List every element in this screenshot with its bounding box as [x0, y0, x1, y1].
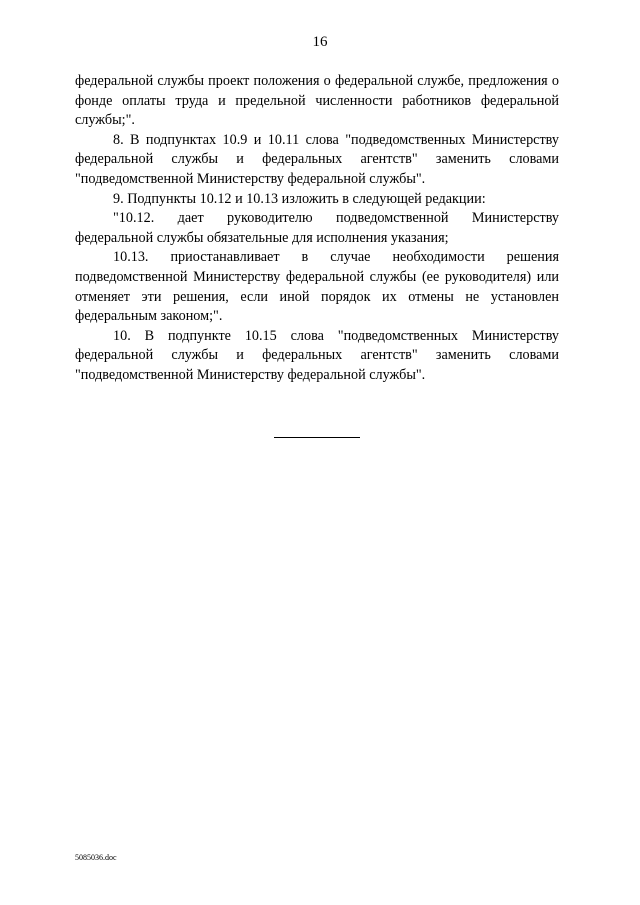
paragraph-item-10: 10. В подпункте 10.15 слова "подведомственных Министерству федеральной службы и федеральных агентств" заменить словами "подведомственной Министерству федеральной службы". [75, 327, 559, 383]
paragraph-item-8: 8. В подпунктах 10.9 и 10.11 слова "подведомственных Министерству федеральной службы и федеральных агентств" заменить словами "подведомственной Министерству федеральной службы". [75, 131, 559, 187]
paragraph-continuation: федеральной службы проект положения о федеральной службе, предложения о фонде оплаты труда и предельной численности работников федеральной службы;". [75, 73, 559, 129]
page-number: 16 [312, 34, 328, 50]
paragraph-subitem-10-12: "10.12. дает руководителю подведомственной Министерству федеральной службы обязательные для исполнения указания; [75, 210, 559, 246]
paragraph-subitem-10-13: 10.13. приостанавливает в случае необходимости решения подведомственной Министерству федеральной службы (ее руководителя) или отменяет эти решения, если иной порядок их отмены не установлен федеральным законом;". [75, 249, 559, 325]
document-id: 5085036.doc [75, 853, 117, 862]
paragraph-item-9: 9. Подпункты 10.12 и 10.13 изложить в следующей редакции: [113, 190, 486, 207]
end-divider [274, 437, 360, 438]
document-body [75, 72, 559, 386]
